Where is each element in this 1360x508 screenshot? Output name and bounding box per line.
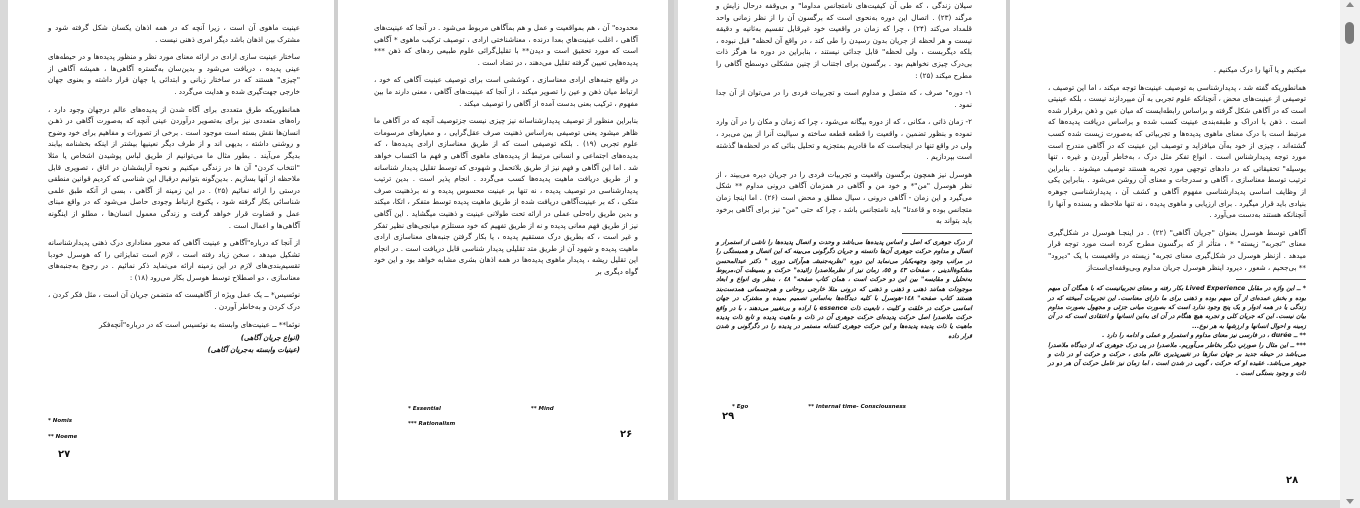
- paragraph: آگاهی توسط هوسرل بعنوان "جریان آگاهی" (۲۲) . در اینجـا هوسرل در شکل‌گیری معنای "تجربه" زیسته" * ، متأثر از که برگسون مطرح کرده است مورد توجه قرار میدهد . ازنظر هوسرل در شکل‌گیری معنای تجربه" زیسته در واقعیست با یک "دیرود" ** بی‌جحیم ، شعور ، دیرود اینظر هوسرل جریان مداوم وبی‌وقفه‌ای‌است‌از: [1048, 227, 1306, 272]
- paragraph: ساختار عینیت سازی ارادی در ارائه معنای مورد نظر و منظور پدیده‌ها و در حیطه‌های عینی پدیده ، دریافت می‌شود و بدین‌سان به‌گستره آگاهی‌ها ، همیشه آگاهی از "چیزی" هستند که در ساختار زبانی و ابتدائی یا جهان قرار داشته و بعنوی جهان خارجی جهت‌گیری شده و هدایت می‌گردد .: [48, 52, 300, 96]
- scrollbar-thumb[interactable]: [1345, 22, 1354, 44]
- page-28: [1010, 0, 1340, 500]
- paragraph: محدوده" آن ، هم بمواقعیت و عمل و هم بمآگاهی مربوط می‌شود . در آنجا که عینیت‌های آگاهی ، اغلب عینیت‌هاي بعدا درنده ، معناشناختی ارادی ، توصیف ترکیب ماهوی * آگاهی است که مورد تحقیق است و دیدن** با تقلیل‌گرائی علوم طبیعی ردهای که ذهن *** پدیده‌هایی تعیین گرفته تقلیل می‌دهند ، در تضاد است .: [374, 23, 638, 67]
- page-number: ۲۷: [58, 449, 71, 460]
- footnote-text: * ــ این واژه در مقابل Lived Experience بکار رفته و معنای تجربیاتیست که با همگان آن مبهم بوده و بخش عمده‌ای از آن مبهم بوده و ذهنی برای ما دارای معناست. این تجربیات آمیخته که در زندگی یا در همه ادوار و یک پنج وجود ندارد است که بصورت میانی جزئی و مجهول بصورت مداوم بیان نیست. این که جریان کلی و تجربه هیچ هنگام در آن ای به‌این انسانها و اعتقادی است که در آن زمینه و احوال انسانها و ارزشها به هر نوع...: [1048, 285, 1307, 330]
- paragraph: از آنجا که درباره"آگاهی و عینیت آگاهی که محور معناداری درک ذهنی پدیدارشناسانه تشکیل میدهد ، سخن زیاد رفته است ، لازم است تمایزاتی را که هوسرل خودبا تقسیم‌بندی‌های لازم در این زمینه ارائه می‌نماید ذکر نمائیم . در رجوع به‌جنبه‌های معناسازی ، دو اصطلاح توسط هوسرل بکار می‌رود (۱۸) :: [48, 238, 300, 282]
- paragraph: همانطوریکه گفته شد ، پدیدارشناسی به توصیف عینیت‌ها توجه میکند ، اما این توصیف ، توصیفی از عینیت‌های محض ، آنچنانکه علوم تجربی به آن میپردازند نیست ، بلکه عینیتی است که در آگاهی شکل گرفته و براساس رابطه‌ایست که میان عین و ذهن برقرار شده است . ذهن با ادراک و طبقه‌بندی عینیت کسب شده و براساس دریافت پدیده‌ها که مرتبط است با درک معنای ماهوی پدیده‌ها و تجربیاتی که به‌صورت زیست شده کسب گشته‌اند ، چیزی از خود به‌آن میافزاید و توصیف این عینیت که در آگاهی مندرج است مورد توجه پدیدارشناس است . انواع تفکر مثل درک ، به‌خاطر آوردن و غیره ، تنها بوسیله" تحقیقاتی که در دادهای توجهی مورد تجربه هستند توصیف میشوند . بنابراین ترتیب توسط معناسازی ، آگاهی و سدرجات و معنای آن روشن می‌شود . بنابراین یکی از وظایف اساسی پدیدارشناسی مفهوم آگاهی و کشف آن ، پدیدارشناسی جوهره بنیادی باید قرار میگیرد . برای ارزیابی و ماهوی پدیده ، نه تنها ملاحظه و بسنده و آنها را آنچنانکه هستند به‌دست می‌آورد .: [1048, 82, 1306, 220]
- paragraph: میکنیم و یا آنها را درک میکنیم .: [1213, 65, 1306, 74]
- paragraph: همانطوریکه طرق متعددی برای آگاه شدن از پدیده‌های عالم درجهان وجود دارد ، راه‌های متعددی نیز برای به‌تصویر درآوردن عینی آنچه که به‌صورت آگاهی در ذهـن انسان‌ها نقش بسته است موجود است . برخی از تصورات و مفاهیم برای خود وضوح و روشنی داشته ، بدیهی اند و از طرف دیگر نعینیها بیشتر از اینکه بخشنامه بیابند بدیگر می‌آیند . بطور مثال ما می‌توانیم از طریق لباس پوشیدن اشخاص یا مثلا "انتخاب کردن" آن ها در زندگی میکنیم و نحوه آرایششان در اتاق ، تصویری قابل ملاحظه از آنها بسازیم . بدین‌گونه بتوانیم درقبال این شناسی که کردیم قوانین منطقی درستی را ارائه نمائیم (۲۵) . در این زمینه از آگاهی ، بسی از آنکه طبق علمی شناسائی بکار گرفته شود ، یکنوع ارتباط وجودی حاصل می‌شود که در واقع مبنای عمل و قضاوت قرار خواهد گرفت و زندگی معمول انسان‌ها ، مطلو از اینگونه آگاهی‌ها و اعمال است .: [48, 104, 300, 230]
- page-divider: [668, 0, 674, 500]
- footnote-text: ** ــ durée ، در فارسی نیز معنای مداوم و استمرار و عملی و ادامه را دارد .: [1102, 332, 1306, 340]
- footnote-persian-row-2: [48, 346, 300, 354]
- scroll-down-arrow-icon[interactable]: [1346, 499, 1354, 504]
- footnote-en-1: * Ego: [732, 404, 749, 410]
- footnote-rule: [1236, 279, 1306, 280]
- footnote-block: [716, 238, 972, 341]
- footnote-en-row: [732, 404, 906, 410]
- page-body: [1048, 64, 1306, 273]
- footnote-en-row: [408, 406, 668, 412]
- paragraph: ۲- زمان ذاتی ، مکانی ، که از دوره بیگانه می‌شود ، چرا که زمان و مکان را در آن وارد نموده و بنظور تضمین ، واقعیت را قطعه قطعه ساخته و سیالیت آنرا از بین می‌برد ، ولی در واقع تنها در اینجاست که ما قادریم بمتجزیه و تحلیل بنائی که در لحظه‌ها گذشته است بپردازیم .: [716, 117, 972, 162]
- footnote-text: از درک جوهری که اصل و اساس پدیده‌ها می‌باشد و وحدت و اتصال پدیده‌ها را ناشی از استمرار و اتصال و مداوم حرکت جوهری آن‌ها دانسته و جریان دگرگونی می‌بینه که این اتصال و همبستگی را در مراتب وجود وجهه‌یکبار می‌نماید این دوره "نظریه‌جنبشـ هم‌آرائی دوری " دکتر عبدالمحسن مشکوةالدینی ، صفحات ٤٣ و ٥٥، زمان نیز از نظرملاصدرا زائیده" حرکت و بسیطت آن،مربوط به‌تحلیل و مقایسه" بین این دو حرکت است ، همان کتاب صفحه" ٤٨ ، بنظر وی انواع و ابعاد موجودات همانند ذهنی و ذهنی و ذهنی که درونی مثلا خارجی روحانی و هم‌جسمانی همدست‌بند هستند کتاب صفحه" ١٤٨-هوسرل با کلیه دیدگاه‌ها به‌اساس تصمیم‌ بمیده و مشترک در جهان اساسی حرکت در خلقت و کلیت ، تابعیت ذات essence با اراده و بی‌تغییر می‌دهند ، با در واقع حرکت ملاصدرا اصل حرکت پدیده‌ای حرکت جوهری آن در ذات و ماهیت پدیده و تابع ذات پدیده ماهیت یا ذات پدیده پدیده‌ها و این حرکت جوهری کنندانه مستمر در پدیده را در دگرگونی و شدن قرار داده: [716, 238, 973, 340]
- footnote-en-1: * Essential: [408, 406, 441, 412]
- footnote-en-1: * Nomis: [48, 418, 73, 424]
- paragraph: عینیت ماهوی آن است ، زیرا آنچه که در همه اذهان یکسان شکل گرفته شود و مشترک بین اذهان باشد دیگر امری ذهنی نیست .: [48, 23, 300, 44]
- page-number: ۲۸: [1286, 475, 1299, 486]
- footnote-rule: [902, 233, 972, 234]
- footnote-en-2: ** Mind: [530, 406, 554, 412]
- footnote-persian-row: [48, 334, 300, 342]
- footnote-en-3: *** Rationalism: [408, 421, 456, 427]
- paragraph: ۱- دوره" صرف ، که متصل و مداوم است و تجربیات فردی را در می‌توان از آن جدا نمود .: [716, 88, 972, 109]
- page-29: [678, 0, 1006, 500]
- footnote-block: [1048, 284, 1306, 378]
- page-body: [374, 22, 638, 277]
- page-number: ۲۶: [620, 429, 633, 440]
- page-body: [48, 22, 300, 330]
- page-26: [338, 0, 668, 500]
- scroll-up-arrow-icon[interactable]: [1346, 2, 1354, 7]
- paragraph: نوئسیس* ــ یک عمل ویژه از آگاهیست که متضمن جریان آن است ، مثل فکر کردن ، درک کردن و به‌خاطر آوردن .: [48, 290, 300, 312]
- paragraph: نوئما** ــ عینیت‌های وابسته به نوئسیس است که در درباره‌"آنچه‌فکر: [99, 319, 300, 329]
- page-27: [8, 0, 334, 500]
- page-body: [716, 0, 972, 227]
- paragraph: بنابراین منظور از توصیف پدیدارشناسانه نیز چیزی نیست جزتوصیف آنچه که در آگاهی ما ظاهر میشود یعنی توصیفی به‌راساس ذهنیت صرف عقل‌گرایی ، و معیار‌های مرسومات علوم تجربی (۱۹) . بلکه توصیفی است که از طریق معناسازی ارادی پدیده‌ها ، که بدیده‌های اجتماعی و انسانی مرتبط از پدیده‌های ماهوی آگاهی و فهم ما اکتساب خواهد شد . اما این آگاهی و فهم نیز از طریق بلاتحمل و شهودی که توسط تقلیل پدیدار شناسانه و از طریق دریافت ماهیت پدیده‌ها کسب می‌گردد . انجام پذیر است . بدین ترتیب پدیدارشناسی در توصیف پدیده ، نه تنها بر عینیت محسوس پدیده و نه برذهنیت صرف متکی ، که بر عینیت‌آگاهی دریافت شده از طریق ماهیت پدیده توسط متفکر ، اتکا، میکند و بدین طریق راه‌حلی عملی در ارائه تحت طولانی عینیت و ذهنیت میگشاید . این آگاهی نیز از طریق فهم معانی پدیده و نه از طریق تفهیم که خود مستلزم میانجی‌های نظیر تفکر و غیر است ، که بطریق درک مستقیم پدیده ، یا بکار گرفتن جنبه‌های معناسازی ارادی ماهیت پدیده و شهود آن از طریق متد تقلیلی پدیدار شناسی قابل دریافت است . در انجام این تقلیل ریشه ، پدیدار ماهوی پدیده‌ها در همه اذهان بشری مشابه خواهد بود و این خود گواه دیگری بر: [374, 116, 638, 276]
- paragraph: سیلان زندگی ، که طی آن کیفیت‌های نامتجانس مداوما" و بی‌وقفه درحال زایش و مرگند (۲۳) . اتصال این دوره به‌نحوی است که برگسون آن را از نظر زمانی واحد قلمداد می‌کند (۲۴) ، چرا که زمان در واقعیت خود غیرقابل تقسیم به‌ثانیه و دقیقه نیست و هر لحظه از جریان بدون رسیدن را طی کند ، در واقع آن لحظه" قبل نبوده ، بلکه دیگربست ، ولی لحظه" قابل جدائی نیستند ، بنابراین در دوره ما هرگز ذات بی‌درک چیزی نخواهیم بود . برگسون برای اجتناب از چنین مشکلی دوسطح آگاهی را مطرح میکند (۲۵) :: [716, 1, 972, 80]
- paragraph: هوسرل نیز همچون برگسون واقعیت و تجربیات فردی را در جریان دیره می‌بیند ، از نظر هوسرل "من"* و خود من و آگاهی در همزمان آگاهی درونی مداوم ** شکل می‌گیرد و این زمان - آگاهی درونی ، سیال مطلق و محض است (۲۶) . اما اینجا زمان متجانس بوده و قاعدتا" باید نامتجانس باشد ، چرا که حتی "من" نیز برای آگاهی برخود باید بتواند به: [716, 169, 972, 226]
- footnote-fa-2: (عینیات وابسته به‌جریان آگاهی): [207, 346, 300, 355]
- footnote-en-2: ** Internal time- Consciousness: [808, 404, 906, 410]
- page-number: ۲۹: [722, 411, 735, 422]
- vertical-scrollbar[interactable]: [1340, 0, 1360, 508]
- footnote-text: *** ــ این مثال را صورتي دیگر بخاطر می‌آوریم. ملاصدرا در پی درک جوهری که از دیدگاه ملاصدرا می‌باشد در حیطه جدید بر جهان سازها در تغییرپذیری عالم مادی ، حرکت و حرکت او در ذات و جوهر می‌باشد. عقیده او که حرکت ، گویی در شدن است ، اما زمان نیز عامل حرکت آن هر دو در ذات و وجود بستگی است .: [1048, 341, 1306, 377]
- paragraph: در واقع جنبه‌های ارادی معناسازی ، کوششی است برای توصیف عینیت آگاهی که خود ، ارتباط میان ذهن و عین را تصویر میکند ، از آنجا که عینیت‌های آگاهی ، معنی دارند ما بین مفهوم ، ترکیب بعنی بدست آمده از آگاهی را توصیف میکند .: [374, 75, 638, 108]
- footnote-fa-1: (انواع جریان آگاهی): [240, 334, 300, 343]
- footnote-en-2: ** Noeme: [48, 434, 78, 440]
